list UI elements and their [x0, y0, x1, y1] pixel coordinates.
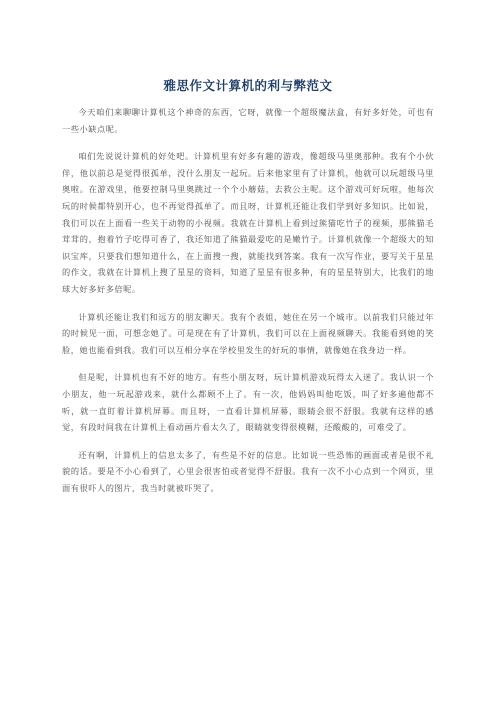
paragraph-chat: 计算机还能让我们和远方的朋友聊天。我有个表姐，她住在另一个城市。以前我们只能过年的时候见一面，可想念她了。可是现在有了计算机，我们可以在上面视频聊天。我能看到她的笑脸，她也能看到我。我们可以互相分享在学校里发生的好玩的事情，就像她在我身边一样。	[62, 311, 434, 355]
paragraph-benefits: 咱们先说说计算机的好处吧。计算机里有好多有趣的游戏，像超级马里奥那种。我有个小伙伴，他以前总是觉得很孤单，没什么朋友一起玩。后来他家里有了计算机，他就可以玩超级马里奥啦。在游戏里，他要控制马里奥跳过一个个小蘑菇，去救公主呢。这个游戏可好玩啦，他每次玩的时候都特别开心，也不再觉得孤单了。而且呀，计算机还能让我们学到好多知识。比如说，我们可以在上面看一些关于动物的小视频。我就在计算机上看到过熊猫吃竹子的视频，那熊猫毛茸茸的，抱着竹子吃得可香了，我还知道了熊猫最爱吃的是嫩竹子。计算机就像一个超级大的知识宝库，只要我们想知道什么，在上面搜一搜，就能找到答案。我有一次写作业，要写关于星星的作文，我就在计算机上搜了星星的资料，知道了星星有很多种，有的星星特别大，比我们的地球大好多好多倍呢。	[62, 151, 434, 294]
paragraph-bad-info: 还有啊，计算机上的信息太多了，有些是不好的信息。比如说一些恐怖的画面或者是很不礼貌的话。要是不小心看到了，心里会很害怕或者觉得不舒服。我有一次不小心点到一个网页，里面有很吓人的图片，我当时就被吓哭了。	[62, 449, 434, 493]
document-title: 雅思作文计算机的利与弊范文	[163, 78, 333, 93]
document-page	[62, 76, 434, 507]
paragraph-drawbacks: 但是呢，计算机也有不好的地方。有些小朋友呀，玩计算机游戏玩得太入迷了。我认识一个小朋友，他一玩起游戏来，就什么都顾不上了。有一次，他妈妈叫他吃饭，叫了好多遍他都不听，就一直盯着计算机屏幕。而且呀，一直看计算机屏幕，眼睛会很不舒服。我就有这样的感觉，有段时间我在计算机上看动画片看太久了，眼睛就变得很模糊，还酸酸的，可难受了。	[62, 372, 434, 433]
paragraph-intro: 今天咱们来聊聊计算机这个神奇的东西，它呀，就像一个超级魔法盒，有好多好处，可也有一些小缺点呢。	[62, 107, 434, 134]
